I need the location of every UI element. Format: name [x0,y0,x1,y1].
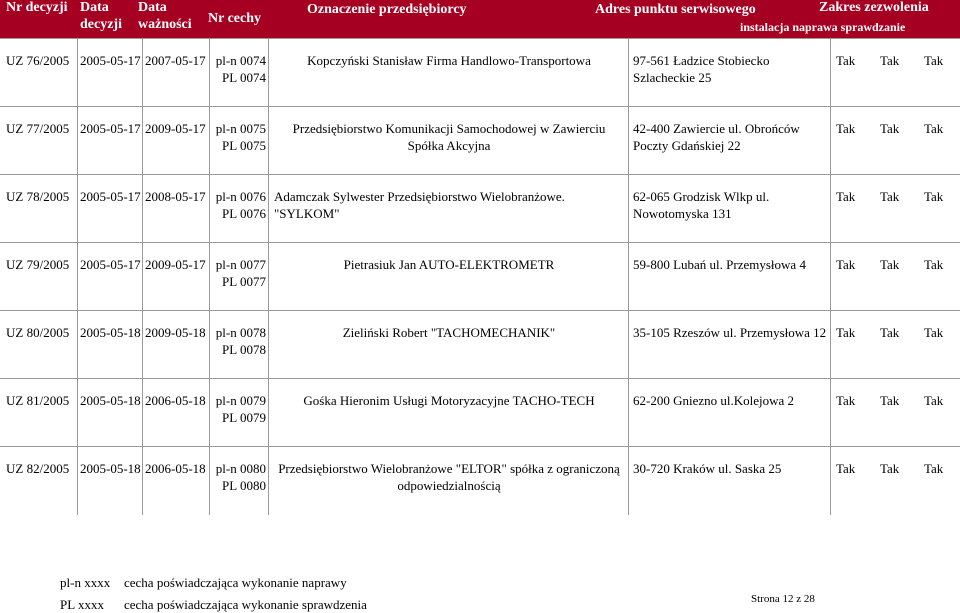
page-number: Strona 12 z 28 [751,593,815,605]
row-divider [209,311,210,379]
row-divider [268,175,269,243]
cell-sprawdzanie: Tak [924,121,944,136]
cell-nr-cechy [212,188,266,222]
row-divider [830,39,831,107]
row-divider [142,175,143,243]
row-divider [628,311,629,379]
row-divider [268,243,269,311]
header-data-decyzji-line2: decyzji [80,17,122,32]
legend-code-sprawdzenie: PL xxxx [60,597,104,612]
cell-naprawa: Tak [880,461,900,476]
cell-data-decyzji: 2005-05-17 [80,53,141,68]
cell-instalacja: Tak [836,461,856,476]
cell-naprawa: Tak [880,121,900,136]
cell-naprawa: Tak [880,325,900,340]
cell-nr-cechy [212,392,266,426]
row-divider [830,175,831,243]
row-divider [142,379,143,447]
cell-adres: 62-065 Grodzisk Wlkp ul. Nowotomyska 131 [633,189,770,221]
row-divider [628,447,629,515]
cell-adres: 35-105 Rzeszów ul. Przemysłowa 12 [633,325,827,340]
row-divider [628,379,629,447]
row-divider [830,311,831,379]
cell-data-decyzji: 2005-05-17 [80,257,141,272]
cell-nr-decyzji: UZ 77/2005 [6,121,70,136]
header-adres: Adres punktu serwisowego [595,2,756,17]
cell-sprawdzanie: Tak [924,393,944,408]
row-divider [209,379,210,447]
table-row [0,38,960,107]
row-divider [209,39,210,107]
cecha-pl-n: pl-n 0080 [215,461,266,476]
cell-oznaczenie: Zieliński Robert "TACHOMECHANIK" [342,325,556,340]
table-row [0,174,960,243]
table-row [0,242,960,311]
row-divider [830,243,831,311]
legend-desc-sprawdzenie: cecha poświadczająca wykonanie sprawdzenia [124,597,367,612]
cell-sprawdzanie: Tak [924,189,944,204]
row-divider [268,107,269,175]
cell-adres: 97-561 Ładzice Stobiecko Szlacheckie 25 [633,53,770,85]
row-divider [628,107,629,175]
cell-data-decyzji: 2005-05-17 [80,121,141,136]
cecha-pl: PL 0075 [222,138,266,153]
cell-sprawdzanie: Tak [924,257,944,272]
cell-nr-cechy [212,460,266,494]
cell-adres: 42-400 Zawiercie ul. Obrońców Poczty Gdańskiej 22 [633,121,800,153]
row-divider [142,39,143,107]
cell-instalacja: Tak [836,53,856,68]
table-row [0,106,960,175]
cell-instalacja: Tak [836,257,856,272]
cell-nr-decyzji: UZ 80/2005 [6,325,70,340]
row-divider [268,311,269,379]
header-zakres-sub: instalacja naprawa sprawdzanie [740,20,906,34]
cell-naprawa: Tak [880,257,900,272]
cecha-pl: PL 0078 [222,342,266,357]
cell-naprawa: Tak [880,53,900,68]
cell-data-waznosci: 2007-05-17 [145,53,206,68]
cell-data-decyzji: 2005-05-18 [80,461,141,476]
cell-adres: 59-800 Lubań ul. Przemysłowa 4 [633,257,806,272]
table-header [0,0,960,38]
cell-oznaczenie: Gośka Hieronim Usługi Motoryzacyjne TACHO-TECH [303,393,595,408]
header-nr-decyzji: Nr decyzji [6,0,68,15]
row-divider [268,447,269,515]
cell-nr-decyzji: UZ 82/2005 [6,461,70,476]
cecha-pl: PL 0074 [222,70,266,85]
row-divider [209,107,210,175]
cecha-pl: PL 0079 [222,410,266,425]
cecha-pl-n: pl-n 0078 [215,325,266,340]
row-divider [77,447,78,515]
header-oznaczenie: Oznaczenie przedsiębiorcy [307,2,467,17]
row-divider [142,243,143,311]
cell-nr-decyzji: UZ 81/2005 [6,393,70,408]
cell-instalacja: Tak [836,189,856,204]
header-data-waznosci-line1: Data [138,0,167,15]
row-divider [142,107,143,175]
legend-desc-naprawa: cecha poświadczająca wykonanie naprawy [124,575,347,590]
cell-data-decyzji: 2005-05-17 [80,189,141,204]
cecha-pl-n: pl-n 0075 [215,121,266,136]
row-divider [77,39,78,107]
cell-instalacja: Tak [836,121,856,136]
cecha-pl-n: pl-n 0079 [215,393,266,408]
row-divider [142,311,143,379]
row-divider [628,243,629,311]
cell-oznaczenie: Przedsiębiorstwo Komunikacji Samochodowej w Zawierciu Spółka Akcyjna [292,121,606,153]
cell-naprawa: Tak [880,393,900,408]
cell-sprawdzanie: Tak [924,325,944,340]
cell-oznaczenie: Pietrasiuk Jan AUTO-ELEKTROMETR [343,257,555,272]
row-divider [209,243,210,311]
cecha-pl-n: pl-n 0077 [215,257,266,272]
cell-oznaczenie: Adamczak Sylwester Przedsiębiorstwo Wielobranżowe. "SYLKOM" [274,189,565,221]
cell-naprawa: Tak [880,189,900,204]
row-divider [77,175,78,243]
row-divider [268,379,269,447]
cell-data-waznosci: 2009-05-17 [145,121,206,136]
header-nr-cechy: Nr cechy [208,11,261,26]
cecha-pl: PL 0080 [222,478,266,493]
cell-nr-cechy [212,324,266,358]
cell-instalacja: Tak [836,393,856,408]
header-data-decyzji-line1: Data [80,0,109,15]
legend-code-naprawa: pl-n xxxx [60,575,111,590]
cecha-pl: PL 0077 [222,274,266,289]
row-divider [628,175,629,243]
cell-data-decyzji: 2005-05-18 [80,325,141,340]
cell-nr-decyzji: UZ 76/2005 [6,53,70,68]
cell-nr-cechy [212,256,266,290]
row-divider [77,311,78,379]
cell-data-waznosci: 2006-05-18 [145,393,206,408]
row-divider [77,379,78,447]
cell-oznaczenie: Przedsiębiorstwo Wielobranżowe "ELTOR" spółka z ograniczoną odpowiedzialnością [278,461,620,493]
cell-data-decyzji: 2005-05-18 [80,393,141,408]
cell-data-waznosci: 2009-05-18 [145,325,206,340]
row-divider [209,175,210,243]
cecha-pl-n: pl-n 0074 [215,53,266,68]
cecha-pl-n: pl-n 0076 [215,189,266,204]
cell-data-waznosci: 2008-05-17 [145,189,206,204]
cell-sprawdzanie: Tak [924,461,944,476]
header-data-waznosci-line2: ważności [138,17,192,32]
cell-oznaczenie: Kopczyński Stanisław Firma Handlowo-Transportowa [307,53,591,68]
cecha-pl: PL 0076 [222,206,266,221]
table-row [0,378,960,447]
row-divider [268,39,269,107]
row-divider [830,379,831,447]
cell-nr-decyzji: UZ 79/2005 [6,257,70,272]
header-zakres: Zakres zezwolenia [819,0,929,15]
cell-instalacja: Tak [836,325,856,340]
cell-data-waznosci: 2006-05-18 [145,461,206,476]
cell-adres: 30-720 Kraków ul. Saska 25 [633,461,782,476]
row-divider [77,243,78,311]
cell-adres: 62-200 Gniezno ul.Kolejowa 2 [633,393,795,408]
row-divider [209,447,210,515]
table-row [0,310,960,379]
row-divider [628,39,629,107]
table-row [0,446,960,515]
row-divider [830,107,831,175]
row-divider [77,107,78,175]
row-divider [830,447,831,515]
cell-nr-cechy [212,120,266,154]
cell-data-waznosci: 2009-05-17 [145,257,206,272]
cell-nr-decyzji: UZ 78/2005 [6,189,70,204]
row-divider [142,447,143,515]
cell-sprawdzanie: Tak [924,53,944,68]
cell-nr-cechy [212,52,266,86]
